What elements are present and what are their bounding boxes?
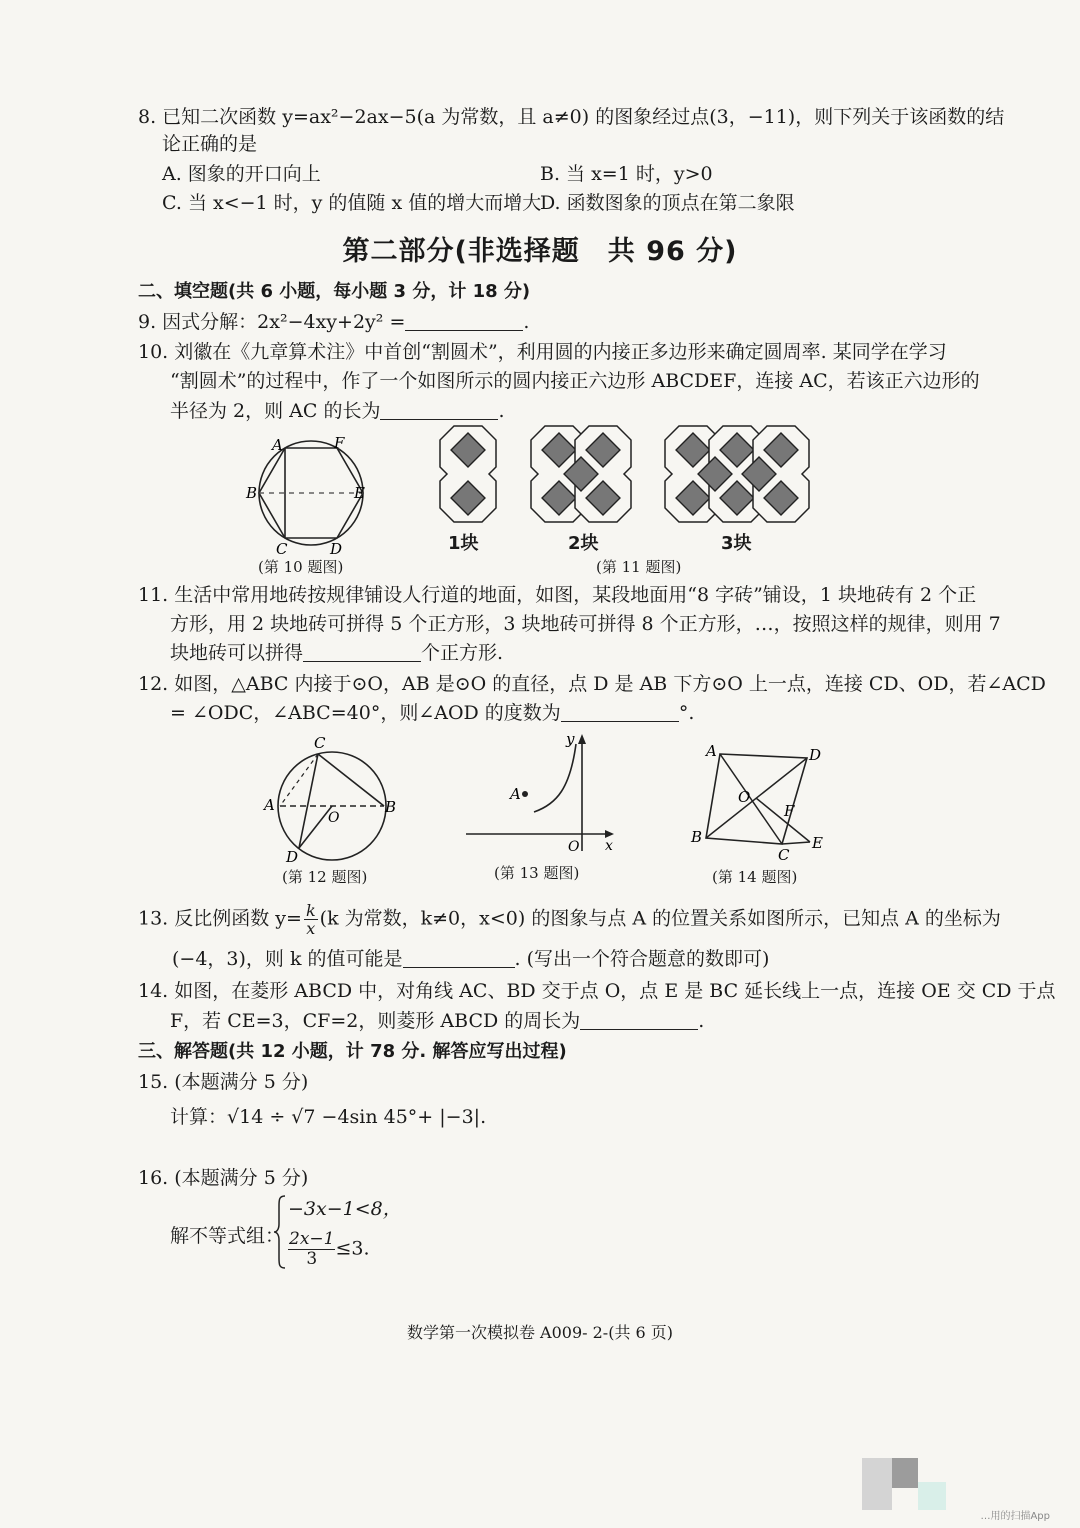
q14-end: .	[698, 1010, 705, 1032]
fig11-caption: (第 11 题图)	[596, 558, 682, 576]
q14-answer-blank[interactable]	[580, 1009, 698, 1030]
q11-line3-text: 块地砖可以拼得	[170, 642, 304, 664]
fig11-label-2: 2块	[568, 533, 599, 554]
q13-pre: 13. 反比例函数 y=	[138, 907, 302, 930]
q14-line2	[170, 1008, 704, 1034]
q16-heading: 16. (本题满分 5 分)	[138, 1167, 309, 1189]
q13-fraction-numerator: k	[305, 901, 316, 920]
fig11-label-3: 3块	[721, 533, 752, 554]
q11-answer-blank[interactable]	[303, 641, 421, 662]
fig14-label-a: A	[706, 742, 717, 760]
q8-option-d: D. 函数图象的顶点在第二象限	[540, 192, 795, 214]
q10-answer-blank[interactable]	[380, 399, 498, 420]
q9-text: 9. 因式分解：2x²−4xy+2y² =	[138, 311, 406, 333]
fig14-label-d: D	[809, 746, 822, 764]
fig11-label-1: 1块	[448, 533, 479, 554]
fig14-label-c: C	[778, 846, 790, 864]
fig10-label-d: D	[330, 540, 343, 558]
fig10-label-e: E	[354, 484, 365, 502]
q10-line3-text: 半径为 2，则 AC 的长为	[170, 400, 381, 422]
watermark-block-2	[892, 1458, 918, 1488]
fig12-caption: (第 12 题图)	[282, 868, 368, 886]
q10-line1: 10. 刘徽在《九章算术注》中首创“割圆术”，利用圆的内接正多边形来确定圆周率. 某同学在学习	[138, 341, 947, 363]
q8-line1: 8. 已知二次函数 y=ax²−2ax−5(a 为常数，且 a≠0) 的图象经过点(3，−11)，则下列关于该函数的结	[138, 106, 1005, 128]
fig11-tile-1	[440, 426, 496, 522]
q16-inequality-2	[288, 1230, 370, 1269]
fig14-label-o: O	[738, 788, 751, 806]
q8-option-a: A. 图象的开口向上	[162, 163, 321, 185]
fig12-segment-cb	[318, 754, 384, 806]
q14-line2-text: F，若 CE=3，CF=2，则菱形 ABCD 的周长为	[170, 1010, 581, 1032]
fig13-caption: (第 13 题图)	[494, 864, 580, 882]
fig13-label-y: y	[566, 730, 575, 748]
figure-11-tiles	[436, 422, 836, 532]
q11-line3	[170, 640, 503, 666]
watermark-block-1	[862, 1458, 892, 1510]
q8-line2: 论正确的是	[162, 133, 258, 155]
page-footer: 数学第一次模拟卷 A009- 2-(共 6 页)	[406, 1323, 674, 1342]
watermark-block-3	[918, 1482, 946, 1510]
q16-inequality-1: −3x−1<8，	[288, 1198, 402, 1220]
fig13-y-arrow-icon	[578, 734, 586, 744]
figure-10-hexagon	[236, 428, 386, 558]
q16-brace-icon	[272, 1194, 288, 1270]
q16-prefix: 解不等式组：	[170, 1225, 285, 1247]
q11-line2: 方形，用 2 块地砖可拼得 5 个正方形，3 块地砖可拼得 8 个正方形，…，按照这样的规律，则用 7	[170, 613, 1001, 635]
q16-fraction-numerator: 2x−1	[289, 1229, 335, 1249]
fig10-label-a: A	[272, 436, 283, 454]
q14-line1: 14. 如图，在菱形 ABCD 中，对角线 AC、BD 交于点 O，点 E 是 BC 延长线上一点，连接 OE 交 CD 于点	[138, 980, 1056, 1002]
figure-12-circle	[258, 730, 408, 865]
q11-line1: 11. 生活中常用地砖按规律铺设人行道的地面，如图，某段地面用“8 字砖”铺设，1 块地砖有 2 个正	[138, 584, 977, 606]
q13-post: (k 为常数，k≠0，x<0) 的图象与点 A 的位置关系如图所示，已知点 A 的坐标为	[319, 907, 1001, 930]
q10-end: .	[498, 400, 505, 422]
q13-line2	[172, 946, 769, 972]
fig13-label-x: x	[605, 838, 613, 854]
fig10-label-b: B	[246, 484, 258, 502]
q16-relation: ≤3.	[335, 1237, 370, 1260]
section2-heading: 二、填空题(共 6 小题，每小题 3 分，计 18 分)	[138, 281, 531, 302]
q12-line2	[170, 700, 694, 726]
q16-fraction-denominator: 3	[306, 1249, 318, 1269]
fig12-label-a: A	[264, 796, 275, 814]
fig13-label-o: O	[568, 839, 580, 855]
fig14-segment-oe	[756, 798, 810, 842]
figure-13-axes	[462, 726, 622, 856]
q13-fraction	[304, 902, 318, 937]
fig14-caption: (第 14 题图)	[712, 868, 798, 886]
fig13-point-a	[522, 791, 528, 797]
fig12-segment-cd	[299, 754, 318, 848]
fig12-label-o: O	[328, 810, 340, 826]
section3-heading: 三、解答题(共 12 小题，计 78 分. 解答应写出过程)	[138, 1041, 567, 1062]
q13-fraction-denominator: x	[306, 919, 316, 938]
q8-option-c: C. 当 x<−1 时，y 的值随 x 值的增大而增大	[162, 192, 542, 214]
fig13-x-arrow-icon	[605, 830, 614, 838]
q16-fraction	[288, 1230, 335, 1269]
fig13-hyperbola	[534, 744, 576, 812]
q13-line1	[138, 902, 1001, 937]
fig12-label-b: B	[385, 798, 397, 816]
fig13-label-a: A	[510, 785, 521, 803]
q8-option-b: B. 当 x=1 时，y>0	[540, 163, 713, 185]
fig12-label-d: D	[286, 848, 299, 865]
scanner-app-stamp: …用的扫描App	[980, 1511, 1050, 1522]
q10-line2: “割圆术”的过程中，作了一个如图所示的圆内接正六边形 ABCDEF，连接 AC，若该正六边形的	[170, 370, 980, 392]
fig14-label-e: E	[812, 834, 823, 852]
q15-heading: 15. (本题满分 5 分)	[138, 1071, 309, 1093]
fig10-caption: (第 10 题图)	[258, 558, 344, 576]
q13-line2-text: (−4，3)，则 k 的值可能是	[172, 948, 403, 970]
q9-end: .	[523, 311, 530, 333]
q13-answer-blank[interactable]	[403, 947, 515, 968]
part2-title: 第二部分(非选择题 共 96 分)	[342, 236, 738, 267]
q12-line1: 12. 如图，△ABC 内接于⊙O，AB 是⊙O 的直径，点 D 是 AB 下方⊙O 上一点，连接 CD、OD，若∠ACD	[138, 673, 1046, 695]
q12-end: °.	[678, 702, 695, 724]
q12-answer-blank[interactable]	[561, 701, 679, 722]
q13-end: . (写出一个符合题意的数即可)	[514, 948, 770, 970]
fig14-label-b: B	[691, 828, 703, 846]
q11-end: 个正方形.	[421, 642, 504, 664]
q10-line3	[170, 398, 505, 424]
fig10-label-c: C	[276, 540, 288, 558]
q12-line2-text: = ∠ODC，∠ABC=40°，则∠AOD 的度数为	[170, 702, 561, 724]
fig14-diagonal-ac	[720, 754, 782, 844]
fig14-extension-ce	[782, 842, 810, 844]
q9-answer-blank[interactable]	[405, 310, 523, 331]
fig14-label-f: F	[784, 802, 795, 820]
q9	[138, 309, 529, 335]
figure-14-rhombus	[686, 742, 836, 864]
q15-body: 计算：√14 ÷ √7 −4sin 45°+ |−3|.	[170, 1106, 487, 1128]
fig10-label-f: F	[334, 434, 345, 452]
fig12-label-c: C	[314, 734, 326, 752]
